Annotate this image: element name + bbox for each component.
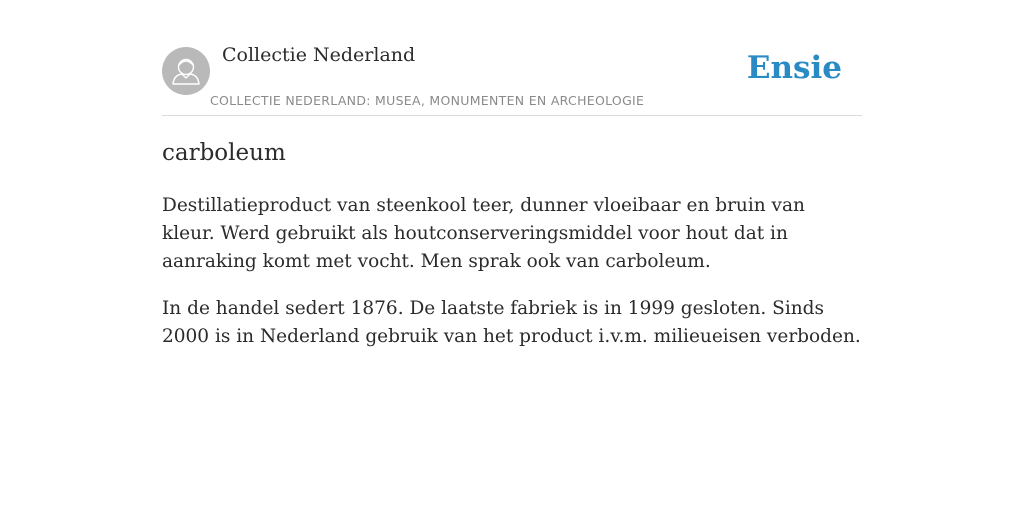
author-avatar[interactable] <box>162 47 210 95</box>
source-label[interactable]: COLLECTIE NEDERLAND: MUSEA, MONUMENTEN EN ARCHEOLOGIE <box>210 93 645 108</box>
page-container <box>162 0 862 347</box>
article-title: carboleum <box>162 140 286 166</box>
article-paragraph: Destillatieproduct van steenkool teer, dunner vloeibaar en bruin van kleur. Werd gebruikt als houtconserveringsmiddel voor hout dat in aanraking komt met vocht. Men sprak ook van carboleum. <box>162 195 805 272</box>
brand-logo[interactable]: Ensie <box>746 50 842 86</box>
author-name[interactable]: Collectie Nederland <box>222 44 416 66</box>
article-paragraph: In de handel sedert 1876. De laatste fabriek is in 1999 gesloten. Sinds 2000 is in Nederland gebruik van het product i.v.m. milieueisen verboden. <box>162 298 861 347</box>
user-icon <box>162 47 210 95</box>
header <box>162 0 862 116</box>
